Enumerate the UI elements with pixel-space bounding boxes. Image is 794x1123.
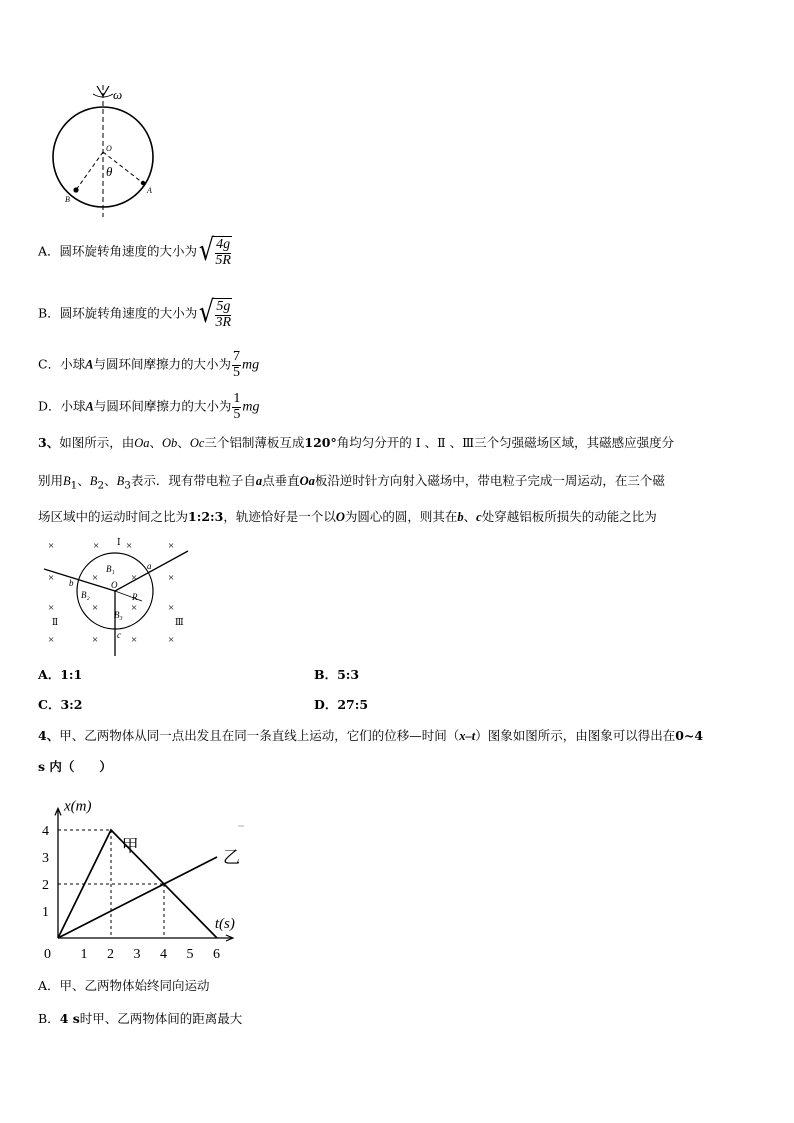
option-letter: A． [38, 978, 60, 993]
stem-sub: 3 [124, 479, 131, 492]
omega-label: ω [113, 87, 123, 102]
cross: × [48, 634, 55, 646]
radius-r-label: R [132, 592, 138, 602]
point-b-label: B [65, 195, 70, 204]
fraction [232, 392, 241, 422]
cross: × [131, 572, 138, 584]
region-1-label: Ⅰ [117, 537, 121, 547]
cross: × [168, 572, 175, 584]
theta-label: θ [106, 164, 113, 179]
option-text: 与圆环间摩擦力的大小为 [93, 356, 231, 372]
q4-option-a [38, 980, 210, 993]
frac-den: 3R [215, 314, 232, 330]
option-unit: mg [242, 399, 260, 415]
b1-label: B₁ [106, 564, 115, 574]
q2-option-a [38, 233, 232, 268]
x-tick-label: 6 [213, 947, 220, 962]
stem-var: B [63, 474, 71, 488]
stem-var: x–t [459, 729, 476, 743]
stem-text: 甲、乙两物体从同一点出发且在同一条直线上运动，它们的位移—时间（ [59, 728, 460, 743]
q2-option-c [38, 350, 259, 380]
x-tick-label: 5 [186, 947, 194, 962]
cross: × [93, 540, 100, 552]
q3-option-a [38, 669, 82, 682]
cross: × [168, 602, 175, 614]
cross: × [92, 634, 99, 646]
frac-num: 1 [233, 391, 241, 406]
option-text: 小球 [60, 356, 86, 372]
stem-text: 角均匀分开的 Ⅰ 、Ⅱ 、Ⅲ三个匀强磁场区域，其磁感应强度分 [336, 435, 675, 450]
q4-stem-line1 [38, 730, 703, 743]
series-label: 甲 [121, 836, 139, 856]
x-tick-label: 1 [80, 947, 88, 962]
stem-var: Oa [134, 436, 150, 450]
option-letter: D． [314, 697, 338, 712]
option-letter: C． [38, 697, 61, 712]
stem-text: 、 [149, 435, 163, 450]
y-tick-label: 4 [42, 824, 49, 839]
x-tick-label: 0 [44, 947, 51, 962]
stem-text: 场区域中的运动时间之比为 [38, 509, 189, 524]
option-unit: mg [241, 357, 260, 373]
frac-den: 5 [232, 364, 240, 380]
option-text: 圆环旋转角速度的大小为 [59, 305, 198, 321]
option-letter: B． [38, 1011, 60, 1026]
x-tick-label: 4 [160, 947, 167, 962]
option-value: 1:1 [60, 667, 83, 682]
series-label: 乙 [223, 848, 240, 867]
option-letter: C． [38, 356, 61, 372]
stem-text: 为圆心的圆，则其在 [344, 509, 458, 524]
magnetic-regions-figure [38, 534, 198, 659]
option-letter: B． [38, 305, 60, 321]
region-2-label: Ⅱ [52, 617, 59, 627]
option-var: A [85, 399, 94, 414]
option-var: A [85, 357, 94, 372]
b3-label: B₃ [114, 610, 123, 620]
stem-angle: 120° [304, 435, 337, 450]
x-tick-label: 2 [107, 947, 114, 962]
radius-b [76, 152, 103, 190]
stem-text: ）图象如图所示，由图象可以得出在 [475, 728, 676, 743]
radius-line [115, 591, 142, 601]
y-axis-label: x(m) [64, 798, 92, 815]
option-text: 与圆环间摩擦力的大小为 [93, 398, 232, 414]
option-text: 圆环旋转角速度的大小为 [59, 243, 198, 259]
field-crosses [48, 540, 174, 646]
cross: × [48, 572, 55, 584]
cross: × [48, 540, 55, 552]
cross: × [131, 634, 138, 646]
point-a-label: A [147, 186, 152, 195]
stem-var: Oc [189, 436, 205, 450]
x-axis-label: t(s) [214, 916, 235, 932]
y-tick-label: 3 [42, 851, 49, 866]
y-tick-label: 1 [42, 905, 49, 920]
stem-var: Oa [299, 474, 315, 488]
option-letter: A． [38, 667, 61, 682]
cross: × [168, 634, 175, 646]
q3-option-b [314, 669, 359, 682]
stem-text: 别用 [38, 473, 64, 488]
q4-stem-line2 [38, 761, 112, 774]
question-number: 3、 [38, 435, 60, 450]
stem-var: O [335, 510, 345, 524]
option-text: 小球 [60, 398, 86, 414]
q3-stem-line3 [38, 511, 657, 524]
y-tick-label: 2 [42, 878, 49, 893]
stem-var: a [255, 474, 263, 488]
q3-option-d [314, 699, 368, 712]
option-value: 27:5 [337, 697, 369, 712]
q3-option-c [38, 699, 82, 712]
option-letter: D． [38, 398, 61, 414]
cross: × [131, 602, 138, 614]
option-text: 时甲、乙两物体间的距离最大 [79, 1011, 243, 1026]
rotating-ring-figure [40, 80, 170, 220]
stem-text: 板沿逆时针方向射入磁场中，带电粒子完成一周运动，在三个磁 [314, 473, 665, 488]
stem-ratio: 1:2:3 [188, 509, 224, 524]
region-3-label: Ⅲ [175, 617, 184, 627]
q2-option-d [38, 392, 260, 422]
plate-oa [115, 551, 188, 591]
stem-sub: 2 [97, 479, 105, 492]
stem-text: 点垂直 [262, 473, 300, 488]
point-c-label: c [117, 630, 121, 640]
cross: × [92, 572, 99, 584]
plate-ob [44, 569, 115, 591]
center-label: O [106, 144, 112, 153]
option-letter: A． [38, 243, 60, 259]
x-tick-label: 3 [133, 947, 141, 962]
stem-var: b [457, 510, 464, 524]
option-text: 4 s [59, 1011, 80, 1026]
option-value: 3:2 [60, 697, 83, 712]
frac-num: 4g [216, 237, 231, 252]
stem-text: s 内（ ） [38, 759, 112, 774]
cross: × [48, 602, 55, 614]
stem-text: ，轨迹恰好是一个以 [223, 509, 336, 524]
stem-var: B [89, 474, 98, 488]
fraction [232, 350, 241, 380]
frac-num: 5g [216, 299, 231, 314]
stem-var: c [476, 510, 482, 524]
option-value: 5:3 [337, 667, 360, 682]
series-line-yi [58, 857, 217, 938]
option-letter: B． [314, 667, 338, 682]
stem-text: 表示．现有带电粒子自 [130, 473, 256, 488]
q3-stem-line1 [38, 437, 674, 450]
center-o-label: O [111, 580, 118, 590]
frac-den: 5R [215, 252, 231, 268]
ball-a [141, 181, 145, 185]
stem-text: 、 [177, 435, 190, 450]
ball-b [73, 187, 78, 192]
point-a-label: a [147, 561, 152, 571]
stem-range: 0~4 [675, 728, 704, 743]
xt-chart [30, 786, 290, 966]
cross: × [168, 540, 175, 552]
stem-text: 、 [463, 509, 477, 524]
cross: × [126, 540, 133, 552]
option-text: 甲、乙两物体始终同向运动 [59, 978, 210, 993]
stem-var: B [116, 474, 125, 488]
sqrt-expression: √ $\frac{4g}{5R}$ [198, 233, 231, 268]
cross: × [92, 602, 99, 614]
stem-var: Ob [162, 436, 178, 450]
stem-sub: 1 [70, 479, 78, 492]
stem-text: 处穿越铝板所损失的动能之比为 [481, 509, 657, 524]
sqrt-expression: √ $\frac{5g}{3R}$ [199, 295, 232, 330]
q2-option-b [38, 295, 232, 330]
stem-text: 三个铝制薄板互成 [204, 435, 305, 450]
q3-stem-line2: 别用$B_1$、$B_2$、$B_3$表示．现有带电粒子自a点垂直Oa板沿逆时针方向射入磁场中，带电粒子完成一周运动，在三个磁 [38, 473, 665, 492]
b2-label: B₂ [81, 590, 90, 600]
point-b-label: b [69, 578, 74, 588]
question-number: 4、 [38, 728, 60, 743]
frac-den: 5 [233, 406, 241, 422]
q4-option-b [38, 1013, 242, 1026]
frac-num: 7 [232, 349, 240, 364]
stem-text: 如图所示，由 [59, 435, 135, 450]
